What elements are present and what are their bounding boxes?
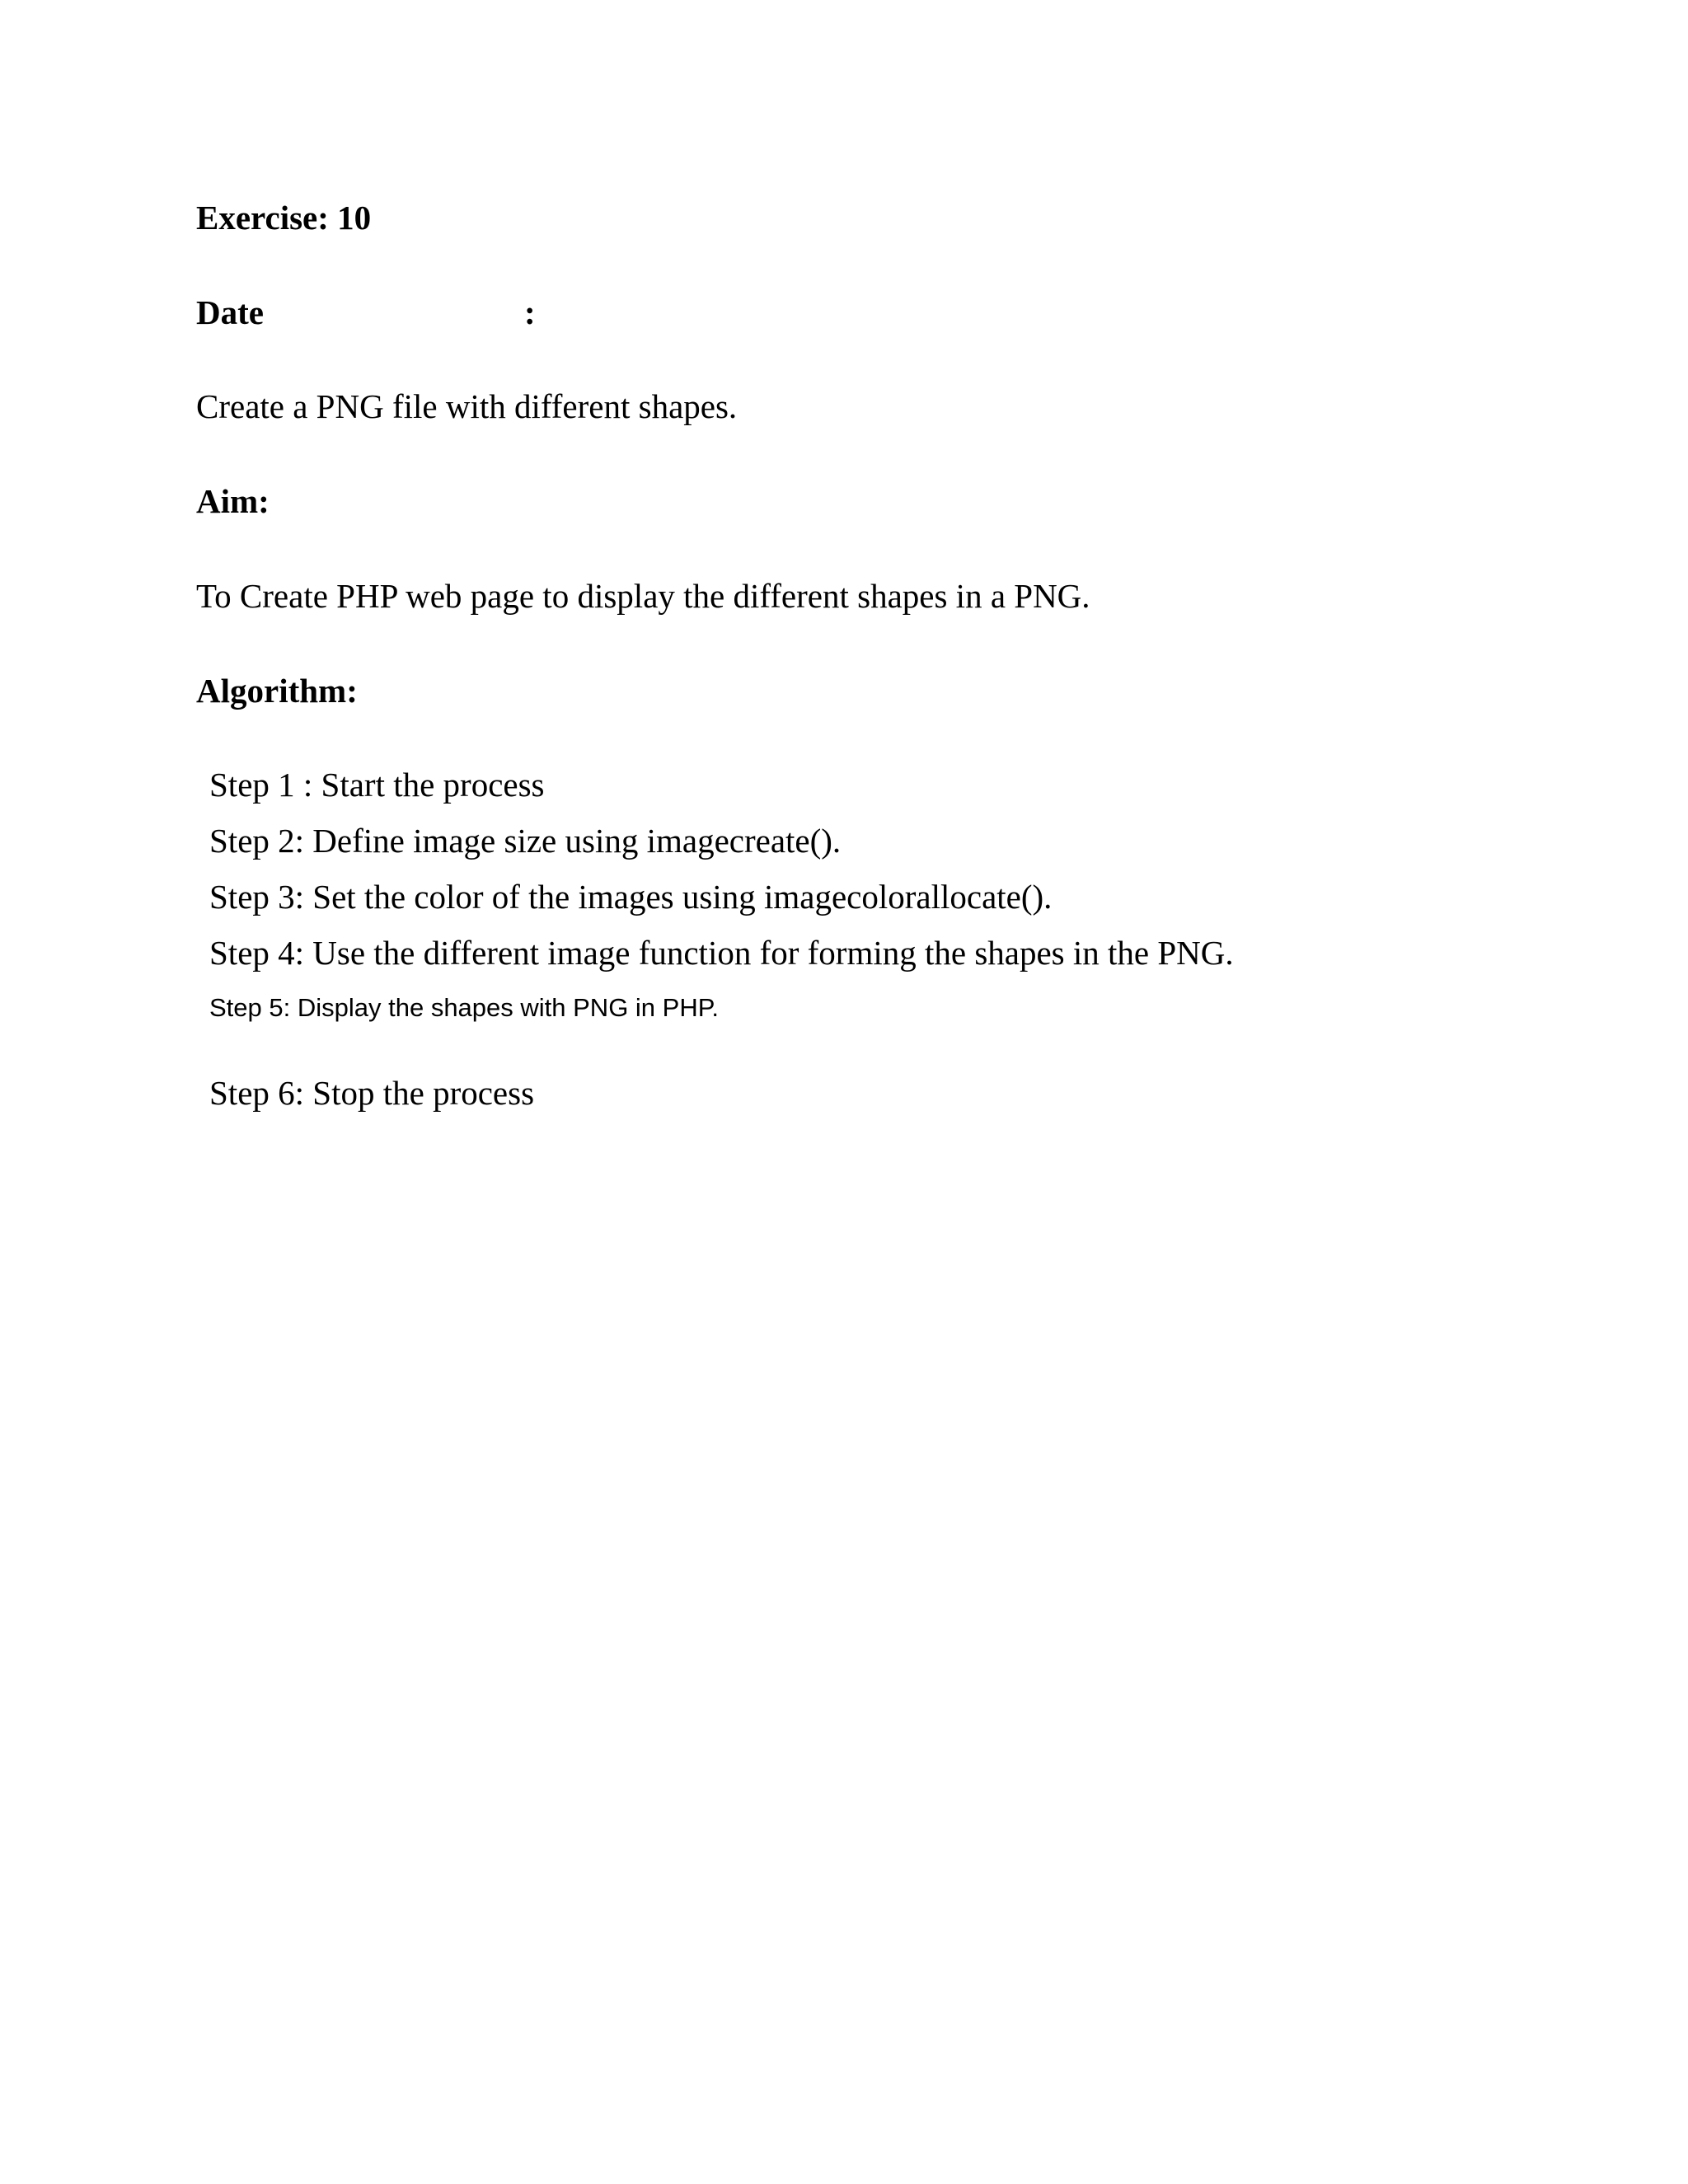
aim-heading: Aim: bbox=[196, 482, 270, 520]
algorithm-step-2: Step 2: Define image size using imagecreate(). bbox=[209, 822, 842, 860]
algorithm-step-4: Step 4: Use the different image function for forming the shapes in the PNG. bbox=[209, 934, 1234, 972]
algorithm-step-5: Step 5: Display the shapes with PNG in PHP. bbox=[209, 993, 720, 1022]
algorithm-step-1: Step 1 : Start the process bbox=[209, 766, 545, 804]
date-colon: : bbox=[524, 293, 536, 331]
date-field bbox=[196, 293, 559, 331]
exercise-title: Create a PNG file with different shapes. bbox=[196, 387, 738, 425]
date-label: Date bbox=[196, 293, 264, 331]
algorithm-step-3: Step 3: Set the color of the images using imagecolorallocate(). bbox=[209, 878, 1053, 916]
algorithm-step-6: Step 6: Stop the process bbox=[209, 1074, 535, 1112]
aim-text: To Create PHP web page to display the different shapes in a PNG. bbox=[196, 577, 1090, 615]
exercise-heading: Exercise: 10 bbox=[196, 199, 372, 237]
algorithm-heading: Algorithm: bbox=[196, 672, 358, 710]
